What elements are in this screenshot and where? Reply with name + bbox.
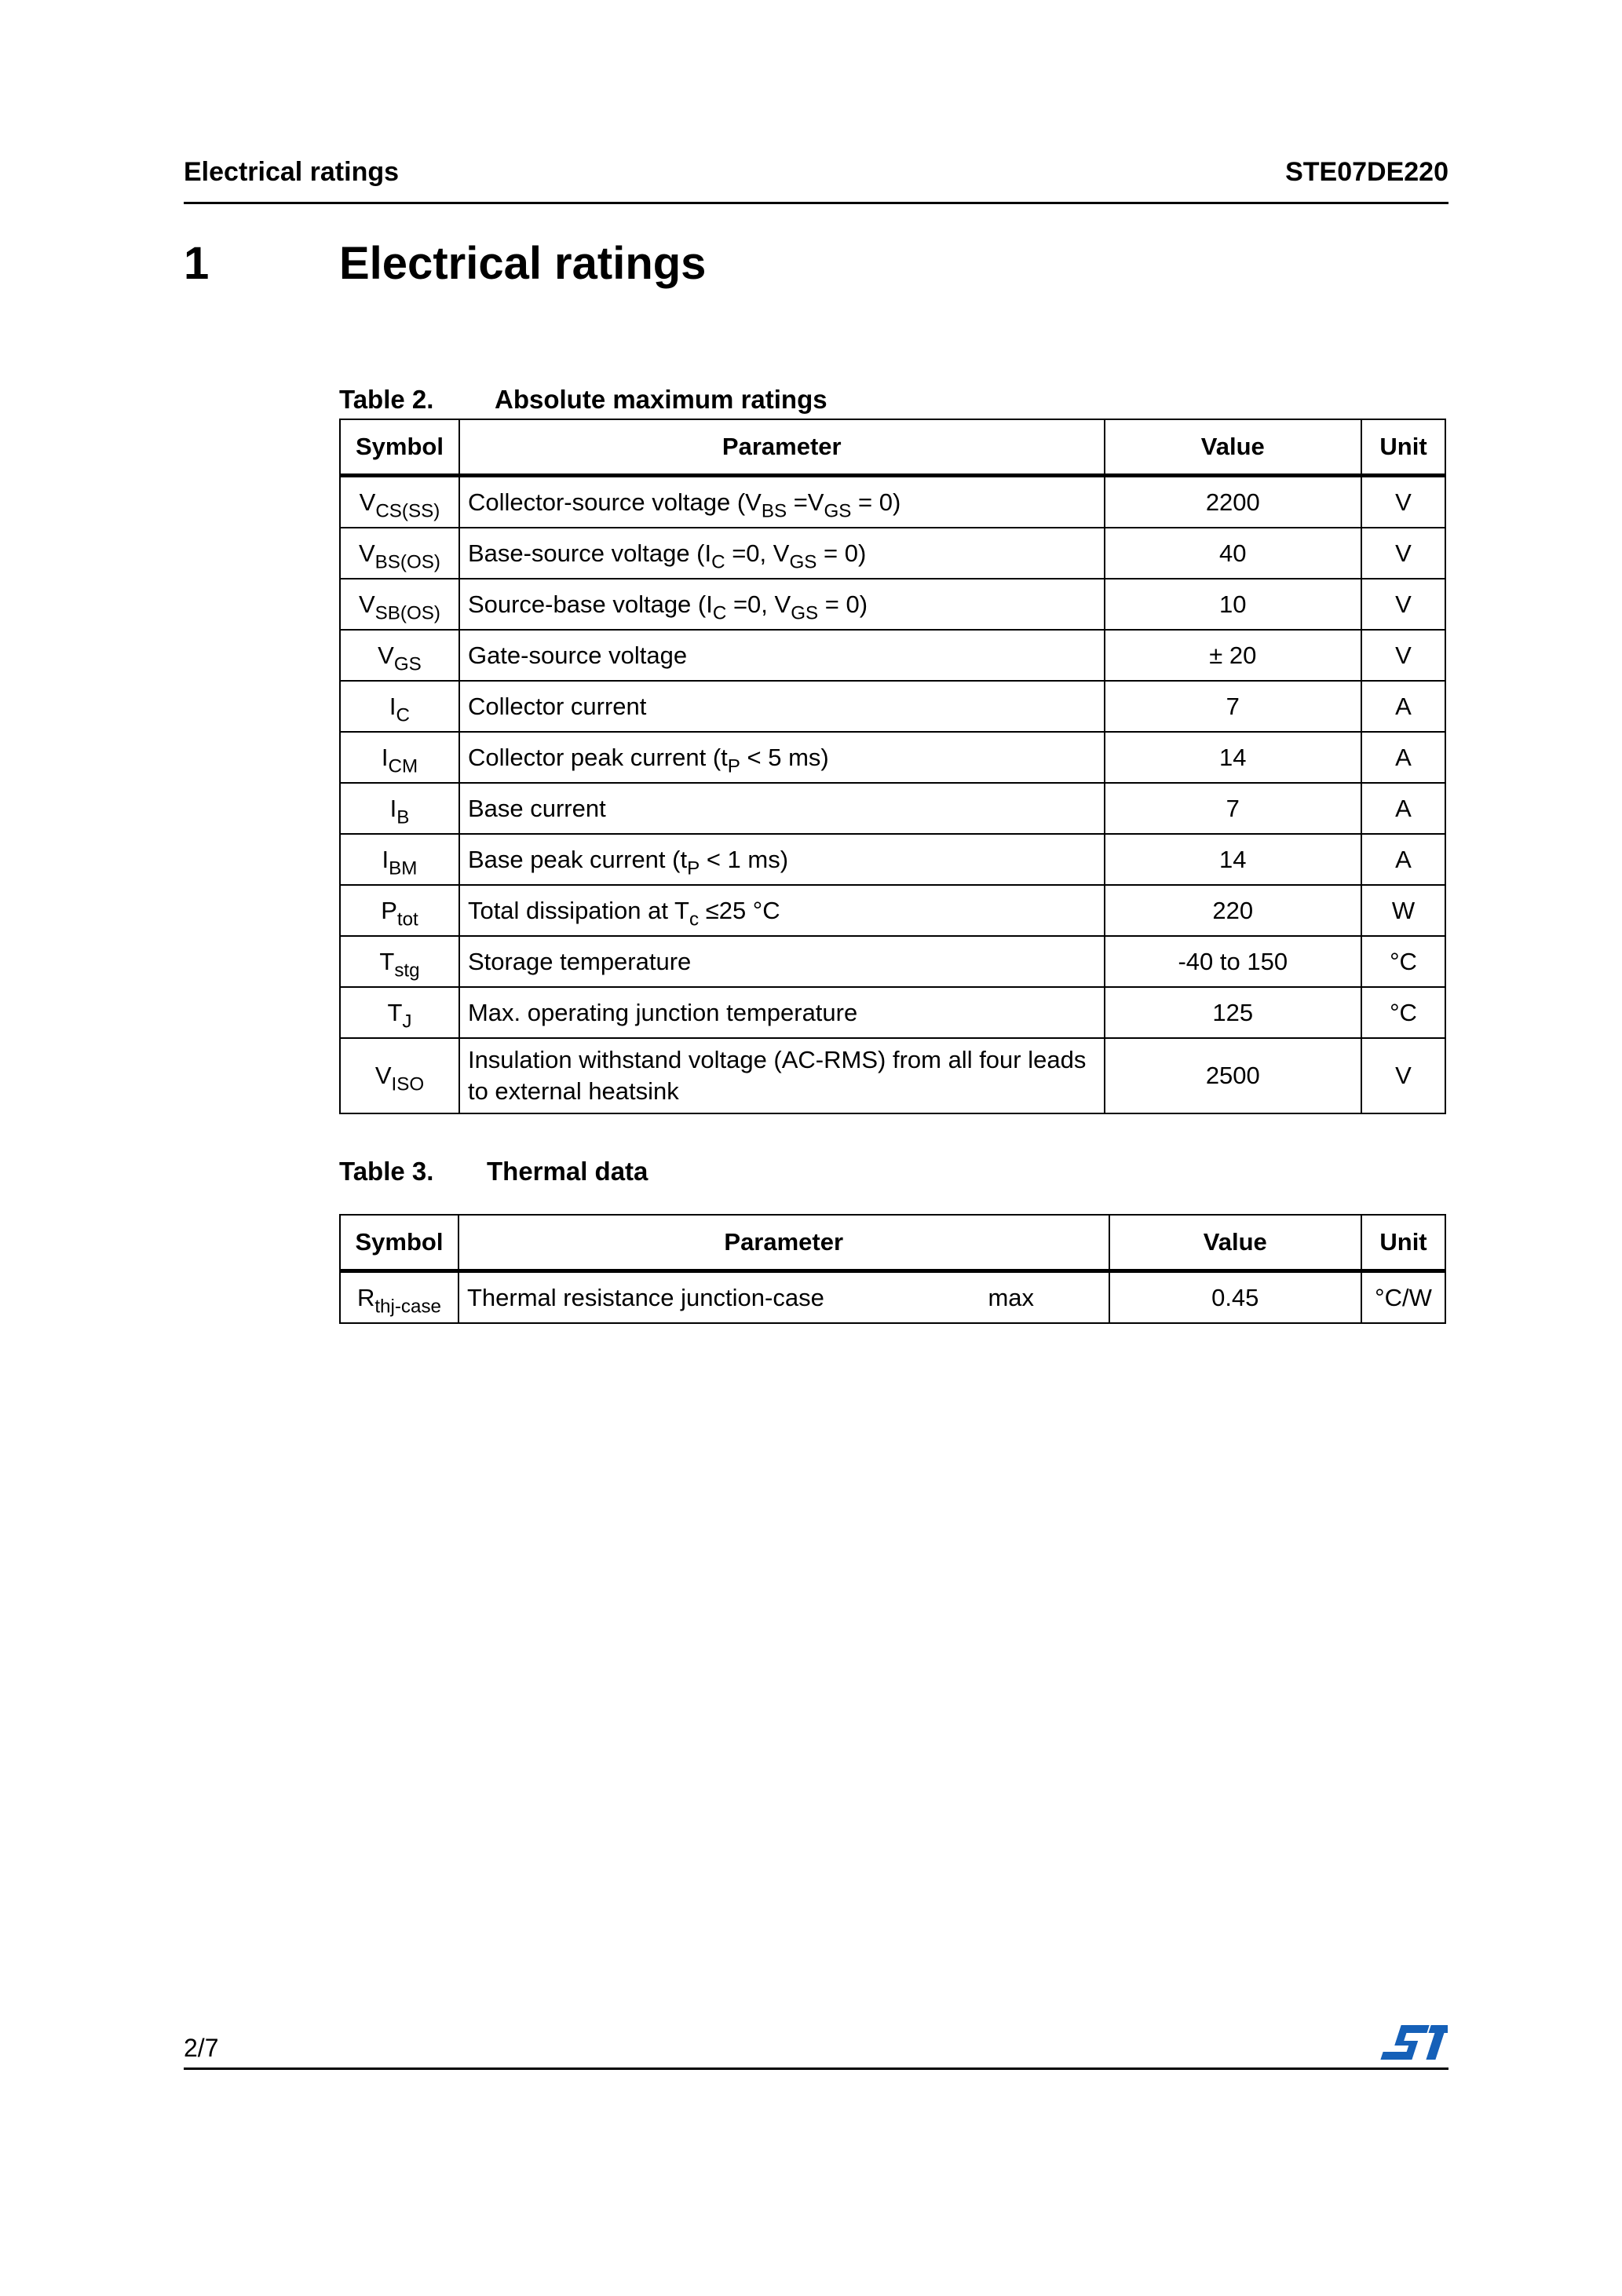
table3-label: Table 3.	[339, 1157, 434, 1186]
parameter-cell: Insulation withstand voltage (AC-RMS) from all four leads to external heatsink	[459, 1038, 1105, 1113]
parameter-cell: Source-base voltage ($I_C =0$, $V_{GS} = 0$)	[459, 579, 1105, 630]
parameter-cell: Base-source voltage ($I_C =0$, $V_{GS} = 0$)	[459, 528, 1105, 579]
st-logo	[1380, 2022, 1448, 2070]
value-cell: -40 to 150	[1105, 936, 1362, 987]
symbol-cell: $T_{stg}$	[340, 936, 459, 987]
value-cell: 0.45	[1109, 1271, 1362, 1324]
value-cell: 125	[1105, 987, 1362, 1038]
column-header-parameter: Parameter	[459, 419, 1105, 476]
table-row	[340, 1038, 1445, 1113]
running-header-part-number: STE07DE220	[1285, 157, 1448, 187]
value-cell: 14	[1105, 834, 1362, 885]
symbol-cell: $V_{GS}$	[340, 630, 459, 681]
symbol-cell: $P_{tot}$	[340, 885, 459, 936]
table2-label: Table 2.	[339, 385, 434, 414]
table2-caption	[339, 385, 827, 415]
table-row	[340, 1271, 1445, 1324]
symbol-cell: $I_C$	[340, 681, 459, 732]
value-cell: 7	[1105, 681, 1362, 732]
value-cell: 2200	[1105, 476, 1362, 528]
symbol-cell: $I_{BM}$	[340, 834, 459, 885]
parameter-cell: Max. operating junction temperature	[459, 987, 1105, 1038]
column-header-symbol: Symbol	[340, 1215, 458, 1271]
parameter-cell: Base current	[459, 783, 1105, 834]
parameter-cell: Collector current	[459, 681, 1105, 732]
table-header-row	[340, 419, 1445, 476]
parameter-qualifier: max	[988, 1283, 1035, 1311]
unit-cell: V	[1361, 1038, 1445, 1113]
unit-cell: V	[1361, 630, 1445, 681]
table-row	[340, 783, 1445, 834]
unit-cell: °C	[1361, 936, 1445, 987]
unit-cell: A	[1361, 732, 1445, 783]
value-cell: ± 20	[1105, 630, 1362, 681]
symbol-cell: $V_{SB(OS)}$	[340, 579, 459, 630]
column-header-unit: Unit	[1361, 1215, 1445, 1271]
table-row	[340, 579, 1445, 630]
column-header-value: Value	[1105, 419, 1362, 476]
unit-cell: V	[1361, 579, 1445, 630]
running-header-title: Electrical ratings	[184, 157, 400, 187]
column-header-symbol: Symbol	[340, 419, 459, 476]
table-row	[340, 528, 1445, 579]
table3-title: Thermal data	[487, 1157, 648, 1186]
parameter-cell: Collector peak current ($t_P < 5$ ms)	[459, 732, 1105, 783]
table-row	[340, 732, 1445, 783]
unit-cell: °C/W	[1361, 1271, 1445, 1324]
unit-cell: V	[1361, 476, 1445, 528]
parameter-cell: Collector-source voltage $(V_{BS} =V_{GS} = 0)$	[459, 476, 1105, 528]
unit-cell: °C	[1361, 987, 1445, 1038]
page-number: 2/7	[184, 2034, 219, 2062]
table-row	[340, 630, 1445, 681]
symbol-cell: $T_J$	[340, 987, 459, 1038]
value-cell: 7	[1105, 783, 1362, 834]
symbol-cell: $I_{CM}$	[340, 732, 459, 783]
absolute-max-ratings-table	[339, 419, 1446, 1114]
parameter-cell	[458, 1271, 1109, 1324]
footer-rule	[184, 2067, 1448, 2070]
symbol-cell: $V_{BS(OS)}$	[340, 528, 459, 579]
value-cell: 2500	[1105, 1038, 1362, 1113]
unit-cell: V	[1361, 528, 1445, 579]
section-number: 1	[184, 238, 210, 289]
unit-cell: A	[1361, 834, 1445, 885]
section-title: Electrical ratings	[339, 238, 707, 289]
unit-cell: A	[1361, 783, 1445, 834]
symbol-cell: $I_B$	[340, 783, 459, 834]
table3-caption	[339, 1157, 648, 1186]
symbol-cell: $R_{thj-case}$	[340, 1271, 458, 1324]
table-row	[340, 834, 1445, 885]
parameter-cell: Gate-source voltage	[459, 630, 1105, 681]
unit-cell: A	[1361, 681, 1445, 732]
column-header-parameter: Parameter	[458, 1215, 1109, 1271]
unit-cell: W	[1361, 885, 1445, 936]
table2-title: Absolute maximum ratings	[495, 385, 827, 414]
value-cell: 10	[1105, 579, 1362, 630]
header-rule	[184, 202, 1448, 204]
parameter-text: Thermal resistance junction-case	[466, 1283, 824, 1311]
table-row	[340, 476, 1445, 528]
table-row	[340, 681, 1445, 732]
symbol-cell: $V_{ISO}$	[340, 1038, 459, 1113]
table-row	[340, 885, 1445, 936]
table-row	[340, 987, 1445, 1038]
column-header-unit: Unit	[1361, 419, 1445, 476]
value-cell: 14	[1105, 732, 1362, 783]
parameter-cell: Storage temperature	[459, 936, 1105, 987]
value-cell: 220	[1105, 885, 1362, 936]
symbol-cell: $V_{CS(SS)}$	[340, 476, 459, 528]
value-cell: 40	[1105, 528, 1362, 579]
thermal-data-table	[339, 1214, 1446, 1324]
column-header-value: Value	[1109, 1215, 1362, 1271]
parameter-cell: Total dissipation at $T_c \le 25$ °C	[459, 885, 1105, 936]
table-header-row	[340, 1215, 1445, 1271]
parameter-cell: Base peak current ($t_P < 1$ ms)	[459, 834, 1105, 885]
st-logo-icon	[1380, 2022, 1448, 2066]
table-row	[340, 936, 1445, 987]
